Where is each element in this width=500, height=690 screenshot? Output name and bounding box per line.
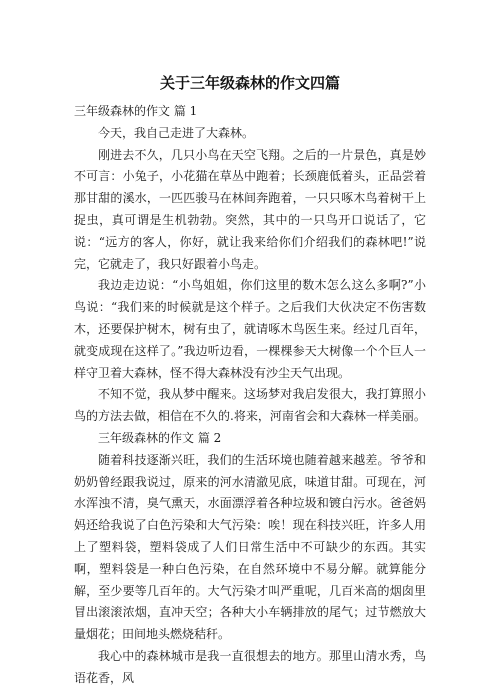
document-title: 关于三年级森林的作文四篇	[159, 74, 340, 92]
paragraph: 我心中的森林城市是我一直很想去的地方。那里山清水秀，鸟语花香，风	[74, 648, 426, 685]
section-heading: 三年级森林的作文 篇 2	[98, 430, 222, 445]
paragraph: 随着科技逐渐兴旺，我们的生活环境也随着越来越差。爷爷和奶奶曾经跟我说过，原来的河水清澈见底，味道甘甜。可现在，河水浑浊不清，臭气熏天，水面漂浮着各种垃圾和镀白污水。爸爸妈妈还给我说了白色污染和大气污染：唉！现在科技兴旺，许多人用上了塑料袋，塑料袋成了人们日常生活中不可缺少的东西。其实啊，塑料袋是一种白色污染，在自然环境中不易分解。就算能分解，至少要等几百年的。大气污染才叫严重呢，几百米高的烟囱里冒出滚滚浓烟，直冲天空；各种大小车辆排放的尾气；过节燃放大量烟花；田间地头燃烧秸秆。	[74, 452, 426, 642]
section-heading: 三年级森林的作文 篇 1	[74, 104, 198, 118]
paragraph: 我边走边说：“小鸟姐姐，你们这里的数木怎么这么多啊?”小鸟说：“我们来的时候就是这个样子。之后我们大伙决定不伤害数木，还要保护树木，树有虫了，就请啄木鸟医生来。经过几百年，就变成现在这样了。”我边听边看，一棵棵参天大树像一个个巨人一样守卫着大森林，怪不得大森林没有沙尘天气出现。	[74, 278, 426, 380]
paragraph: 刚进去不久，几只小鸟在天空飞翔。之后的一片景色，真是妙不可言：小兔子，小花猫在草丛中跑着；长颈鹿低着头，正品尝着那甘甜的溪水，一匹匹骏马在林间奔跑着，一只只啄木鸟着树干上捉虫，真可谓是生机勃勃。突然，其中的一只鸟开口说话了，它说：“远方的客人，你好，就让我来给你们介绍我们的森林吧!”说完，它就走了，我只好跟着小鸟走。	[74, 147, 426, 271]
document-body	[74, 101, 426, 690]
paragraph: 不知不觉，我从梦中醒来。这场梦对我启发很大，我打算照小鸟的方法去做，相信在不久的.将来，河南省会和大森林一样美丽。	[74, 387, 426, 424]
paragraph: 今天，我自己走进了大森林。	[98, 125, 255, 140]
